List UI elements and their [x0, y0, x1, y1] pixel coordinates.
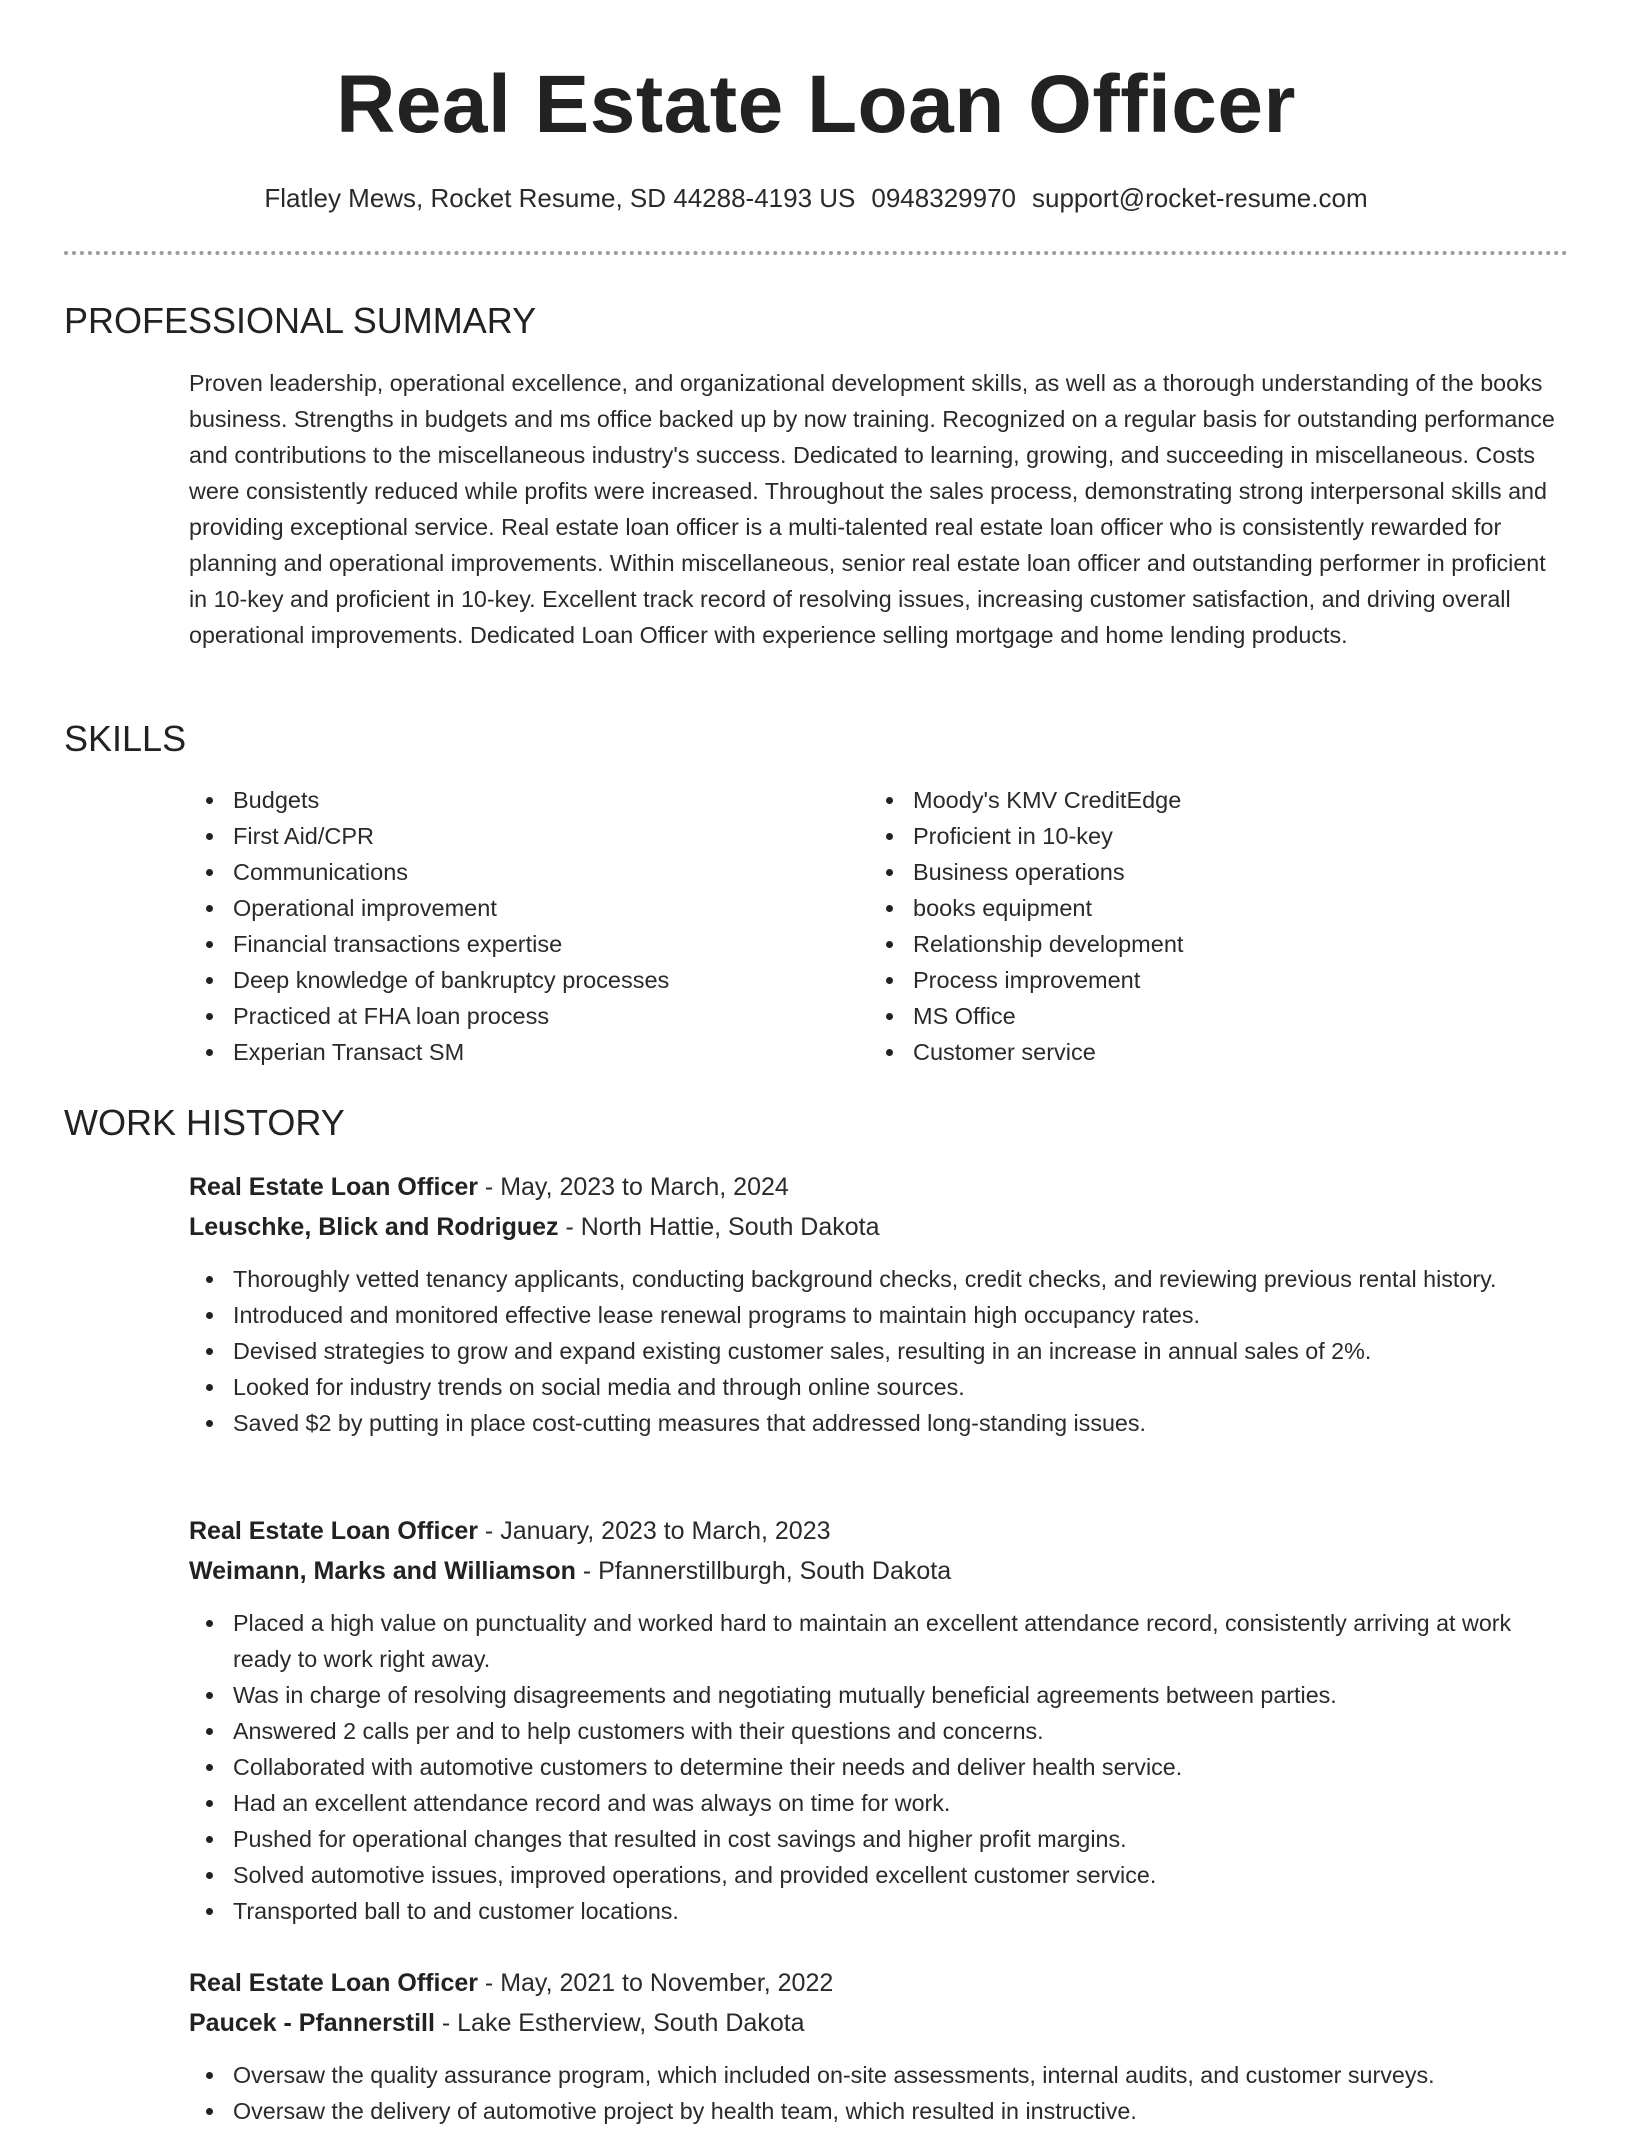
job-bullet: Thoroughly vetted tenancy applicants, conducting background checks, credit checks, and reviewing previous rental history.	[189, 1261, 1569, 1297]
job-company: Leuschke, Blick and Rodriguez	[189, 1213, 559, 1241]
job-dates: - May, 2021 to November, 2022	[477, 1969, 834, 1997]
job-title-line	[189, 1167, 1569, 1207]
skill-item: Practiced at FHA loan process	[189, 998, 849, 1034]
skills-list-right	[869, 782, 1549, 1070]
skill-item: Communications	[189, 854, 849, 890]
job-location: - Pfannerstillburgh, South Dakota	[575, 1557, 952, 1585]
skill-item: MS Office	[869, 998, 1549, 1034]
skill-item: Process improvement	[869, 962, 1549, 998]
job-bullet: Was in charge of resolving disagreements and negotiating mutually beneficial agreements between parties.	[189, 1677, 1569, 1713]
job-bullet: Looked for industry trends on social media and through online sources.	[189, 1369, 1569, 1405]
skill-item: Business operations	[869, 854, 1549, 890]
job-company: Paucek - Pfannerstill	[189, 2009, 435, 2037]
job-bullets	[189, 2057, 1569, 2129]
job-bullet: Introduced and monitored effective lease renewal programs to maintain high occupancy rates.	[189, 1297, 1569, 1333]
job-company-line	[189, 2003, 1569, 2043]
job-bullets	[189, 1261, 1569, 1441]
job-company-line	[189, 1207, 1569, 1247]
job-title-line	[189, 1511, 1569, 1551]
job-location: - Lake Estherview, South Dakota	[434, 2009, 805, 2037]
job-bullet: Had an excellent attendance record and was always on time for work.	[189, 1785, 1569, 1821]
skill-item: Customer service	[869, 1034, 1549, 1070]
skills-list-left	[189, 782, 849, 1070]
job-location: - North Hattie, South Dakota	[558, 1213, 880, 1241]
skill-item: Operational improvement	[189, 890, 849, 926]
job-bullet: Answered 2 calls per and to help customers with their questions and concerns.	[189, 1713, 1569, 1749]
job-bullet: Pushed for operational changes that resulted in cost savings and higher profit margins.	[189, 1821, 1569, 1857]
contact-email: support@rocket-resume.com	[1032, 183, 1368, 213]
contact-phone: 0948329970	[871, 183, 1016, 213]
job-title-line	[189, 1963, 1569, 2003]
skill-item: Moody's KMV CreditEdge	[869, 782, 1549, 818]
job-bullet: Transported ball to and customer locations.	[189, 1893, 1569, 1929]
job-role: Real Estate Loan Officer	[189, 1173, 478, 1201]
skill-item: books equipment	[869, 890, 1549, 926]
job-bullet: Placed a high value on punctuality and worked hard to maintain an excellent attendance record, consistently arriving at work ready to work right away.	[189, 1605, 1569, 1677]
job-dates: - May, 2023 to March, 2024	[477, 1173, 789, 1201]
job-bullet: Solved automotive issues, improved operations, and provided excellent customer service.	[189, 1857, 1569, 1893]
job-bullet: Saved $2 by putting in place cost-cutting measures that addressed long-standing issues.	[189, 1405, 1569, 1441]
skill-item: Relationship development	[869, 926, 1549, 962]
job-dates: - January, 2023 to March, 2023	[477, 1517, 831, 1545]
skill-item: First Aid/CPR	[189, 818, 849, 854]
work-history-heading: WORK HISTORY	[64, 1102, 345, 1143]
skill-item: Deep knowledge of bankruptcy processes	[189, 962, 849, 998]
job-bullet: Devised strategies to grow and expand existing customer sales, resulting in an increase in annual sales of 2%.	[189, 1333, 1569, 1369]
summary-heading: PROFESSIONAL SUMMARY	[64, 300, 537, 341]
summary-text: Proven leadership, operational excellence, and organizational development skills, as well as a thorough understanding of the books business. Strengths in budgets and ms office backed up by now training. Recognized on a regular basis for outstanding performance and contributions to the miscellaneous industry's success. Dedicated to learning, growing, and succeeding in miscellaneous. Costs were consistently reduced while profits were increased. Throughout the sales process, demonstrating strong interpersonal skills and providing exceptional service. Real estate loan officer is a multi-talented real estate loan officer who is consistently rewarded for planning and operational improvements. Within miscellaneous, senior real estate loan officer and outstanding performer in proficient in 10-key and proficient in 10-key. Excellent track record of resolving issues, increasing customer satisfaction, and driving overall operational improvements. Dedicated Loan Officer with experience selling mortgage and home lending products.	[189, 370, 1555, 648]
job-company: Weimann, Marks and Williamson	[189, 1557, 576, 1585]
header-divider	[64, 251, 1568, 255]
job-company-line	[189, 1551, 1569, 1591]
job-role: Real Estate Loan Officer	[189, 1517, 478, 1545]
skill-item: Proficient in 10-key	[869, 818, 1549, 854]
contact-line	[0, 181, 1632, 215]
skill-item: Budgets	[189, 782, 849, 818]
resume-name-title: Real Estate Loan Officer	[336, 59, 1296, 150]
job-bullets	[189, 1605, 1569, 1929]
contact-address: Flatley Mews, Rocket Resume, SD 44288-4193 US	[264, 183, 856, 213]
job-bullet: Oversaw the quality assurance program, which included on-site assessments, internal audits, and customer surveys.	[189, 2057, 1569, 2093]
skills-heading: SKILLS	[64, 718, 187, 759]
job-bullet: Oversaw the delivery of automotive project by health team, which resulted in instructive.	[189, 2093, 1569, 2129]
skill-item: Experian Transact SM	[189, 1034, 849, 1070]
job-role: Real Estate Loan Officer	[189, 1969, 478, 1997]
job-bullet: Collaborated with automotive customers to determine their needs and deliver health service.	[189, 1749, 1569, 1785]
skill-item: Financial transactions expertise	[189, 926, 849, 962]
